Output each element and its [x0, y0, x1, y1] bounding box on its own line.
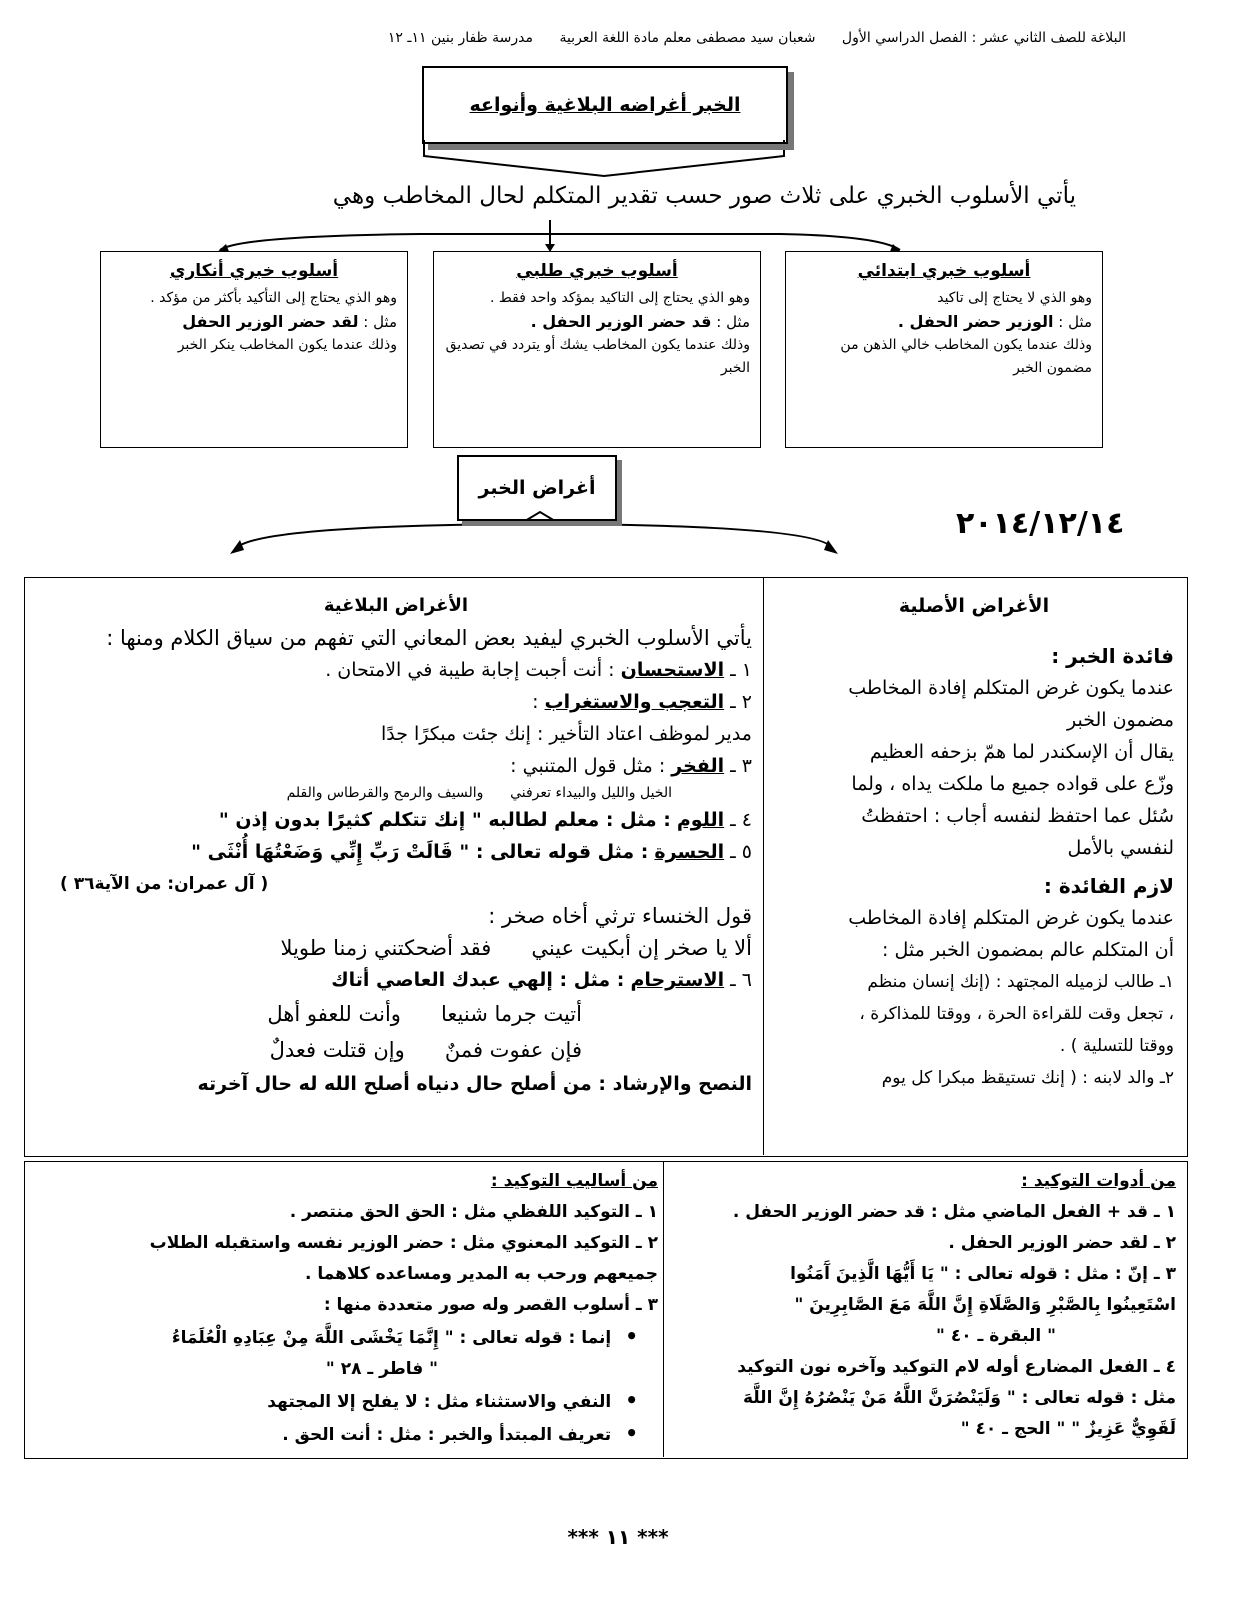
lazim-line: أن المتكلم عالم بمضمون الخبر مثل : [882, 939, 1174, 961]
tools-line: ٢ ـ لقد حضر الوزير الحفل . [948, 1233, 1176, 1253]
benefit-line: عندما يكون غرض المتكلم إفادة المخاطب [848, 677, 1174, 699]
item-label: الاسترحام [630, 969, 725, 991]
lazim-title: لازم الفائدة : [1043, 874, 1174, 898]
styles-line: ٣ ـ أسلوب القصر وله صور متعددة منها : [323, 1295, 658, 1315]
item-label: الاستحسان [620, 659, 725, 681]
type-desc: وهو الذي لا يحتاج إلى تاكيد [937, 290, 1092, 306]
rhetorical-item: ٦ ـ الاسترحام : مثل : إلهي عبدك العاصي أتاك [331, 969, 752, 991]
lazim-line: ، تجعل وقت للقراءة الحرة ، ووقتا للمذاكرة ، [859, 1004, 1174, 1024]
page-header [366, 30, 1126, 46]
styles-bullet: • تعريف المبتدأ والخبر : مثل : أنت الحق . [36, 1418, 658, 1451]
purposes-title-box [457, 455, 617, 521]
verse-line: أتيت جرما شنيعا وأنت للعفو أهل [267, 1002, 582, 1026]
item-label: الحسرة [654, 841, 725, 863]
verse-line: فإن عفوت فمنٌ وإن قتلت فعدلٌ [269, 1038, 582, 1062]
styles-line: ٢ ـ التوكيد المعنوي مثل : حضر الوزير نفسه واستقبله الطلاب [149, 1233, 658, 1253]
type-box-talabi [433, 251, 761, 448]
type-desc: وهو الذي يحتاج إلى التأكيد بأكثر من مؤكد . [150, 290, 397, 306]
khansa-verse: ألا يا صخر إن أبكيت عيني فقد أضحكتني زمنا طويلا [280, 936, 752, 960]
lazim-line: ٢ـ والد لابنه : ( إنك تستيقظ مبكرا كل يوم [881, 1068, 1174, 1088]
fatir-reference: " فاطر ـ ٢٨ " [325, 1359, 438, 1379]
rhetorical-item: ٣ ـ الفخر : مثل قول المتنبي : [510, 755, 752, 777]
title-chevron [424, 140, 784, 176]
tools-line: لَقَوِيٌّ عَزِيزٌ " " الحج ـ ٤٠ " [960, 1419, 1176, 1439]
type-note: وذلك عندما يكون المخاطب ينكر الخبر [177, 337, 397, 353]
rhetorical-item: ٢ ـ التعجب والاستغراب : [532, 691, 752, 713]
types-brace [220, 234, 900, 250]
type-box-inkari [100, 251, 408, 448]
tools-line: اسْتَعِينُوا بِالصَّبْرِ وَالصَّلَاةِ إِنَّ اللَّهَ مَعَ الصَّابِرِينَ " [794, 1295, 1176, 1315]
type-note: وذلك عندما يكون المخاطب خالي الذهن من مضمون الخبر [840, 337, 1092, 376]
tools-line: ٣ ـ إنّ : مثل : قوله تعالى : " يَا أَيُّهَا الَّذِينَ آَمَنُوا [790, 1264, 1176, 1284]
small-verse: الخيل والليل والبيداء تعرفني والسيف والرمح والقرطاس والقلم [286, 785, 672, 801]
advice-line: النصح والإرشاد : من أصلح حال دنياه أصلح الله له حال آخرته [197, 1073, 752, 1095]
emphasis-divider [663, 1161, 664, 1457]
purposes-divider [763, 577, 764, 1155]
lazim-line: ووقتا للتسلية ) . [1059, 1036, 1174, 1056]
tools-line: ٤ ـ الفعل المضارع أوله لام التوكيد وآخره نون التوكيد [737, 1357, 1176, 1377]
styles-bullet: • النفي والاستثناء مثل : لا يفلح إلا المجتهد [36, 1385, 658, 1418]
page-number: *** ١١ *** [567, 1525, 669, 1549]
rhetorical-purposes-column [40, 590, 752, 1100]
benefit-line: لنفسي بالأمل [1067, 837, 1174, 859]
type-note: وذلك عندما يكون المخاطب يشك أو يتردد في تصديق الخبر [445, 337, 750, 376]
styles-title: من أساليب التوكيد : [490, 1171, 658, 1191]
type-example: الوزير حضر الحفل . [897, 312, 1054, 331]
example-label: مثل : [1058, 313, 1092, 331]
main-title: الخبر أغراضه البلاغية وأنواعه [469, 94, 741, 116]
tools-title: من أدوات التوكيد : [1021, 1171, 1176, 1191]
benefit-title: فائدة الخبر : [1051, 644, 1174, 668]
header-teacher: شعبان سيد مصطفى معلم مادة اللغة العربية [559, 30, 816, 46]
tools-line: ١ ـ قد + الفعل الماضي مثل : قد حضر الوزير الحفل . [732, 1202, 1176, 1222]
type-title: أسلوب خبري أنكاري [169, 261, 339, 281]
main-title-box [422, 66, 788, 144]
khansa-intro: قول الخنساء ترثي أخاه صخر : [488, 904, 752, 928]
lazim-line: عندما يكون غرض المتكلم إفادة المخاطب [848, 907, 1174, 929]
rhetorical-item: مدير لموظف اعتاد التأخير : إنك جئت مبكرًا جدًا [380, 723, 752, 745]
item-label: اللوم [676, 809, 725, 831]
header-subject: البلاغة للصف الثاني عشر : الفصل الدراسي الأول [841, 30, 1126, 46]
type-title: أسلوب خبري طلبي [516, 261, 678, 281]
rhetorical-item: ١ ـ الاستحسان : أنت أجبت إجابة طيبة في الامتحان . [325, 659, 752, 681]
example-label: مثل : [716, 313, 750, 331]
styles-line: جميعهم ورحب به المدير ومساعده كلاهما . [305, 1264, 658, 1284]
original-title: الأغراض الأصلية [898, 595, 1050, 617]
styles-bullet: • إنما : قوله تعالى : " إِنَّمَا يَخْشَى اللَّهَ مِنْ عِبَادِهِ الْعُلَمَاءُ [36, 1321, 658, 1354]
intro-sentence: يأتي الأسلوب الخبري على ثلاث صور حسب تقدير المتكلم لحال المخاطب وهي [332, 183, 1076, 209]
type-title: أسلوب خبري ابتدائي [857, 261, 1031, 281]
purposes-title: أغراض الخبر [478, 477, 596, 499]
ayah-reference: ( آل عمران: من الآية٣٦ ) [60, 874, 269, 894]
benefit-line: وزّع على قواده جميع ما ملكت يداه ، ولما [851, 773, 1174, 795]
tools-line: " البقرة ـ ٤٠ " [936, 1326, 1056, 1346]
type-box-ibtidai [785, 251, 1103, 448]
rhetorical-intro: يأتي الأسلوب الخبري ليفيد بعض المعاني التي تفهم من سياق الكلام ومنها : [106, 626, 752, 650]
date: ٢٠١٤/١٢/١٤ [956, 506, 1125, 541]
emphasis-styles-column [36, 1166, 658, 1451]
type-example: لقد حضر الوزير الحفل [182, 312, 359, 331]
lazim-line: ١ـ طالب لزميله المجتهد : (إنك إنسان منظم [867, 972, 1174, 992]
rhetorical-item: ٥ ـ الحسرة : مثل قوله تعالى : " قَالَتْ رَبِّ إِنِّي وَضَعْتُهَا أُنْثَى " [191, 841, 752, 863]
styles-line: ١ ـ التوكيد اللفظي مثل : الحق الحق منتصر . [289, 1202, 658, 1222]
example-label: مثل : [363, 313, 397, 331]
arrow-head-purpose-right [824, 540, 838, 554]
benefit-line: مضمون الخبر [1067, 709, 1174, 731]
arrow-head-purpose-left [230, 540, 244, 554]
type-example: قد حضر الوزير الحفل . [530, 312, 712, 331]
item-label: الفخر [671, 755, 725, 777]
emphasis-tools-column [676, 1166, 1176, 1445]
benefit-line: سُئل عما احتفظ لنفسه أجاب : احتفظتُ [861, 805, 1174, 827]
item-label: التعجب والاستغراب [544, 691, 725, 713]
rhetorical-item: ٤ ـ اللوم : مثل : معلم لطالبه " إنك تتكلم كثيرًا بدون إذن " [218, 809, 752, 831]
original-purposes-column [774, 590, 1174, 1094]
benefit-line: يقال أن الإسكندر لما همّ بزحفه العظيم [869, 741, 1174, 763]
type-desc: وهو الذي يحتاج إلى التاكيد بمؤكد واحد فقط . [489, 290, 750, 306]
rhetorical-title: الأغراض البلاغية [323, 595, 469, 616]
header-school: مدرسة ظفار بنين ١١ـ ١٢ [387, 30, 533, 46]
tools-line: مثل : قوله تعالى : " وَلَيَنْصُرَنَّ اللَّهُ مَنْ يَنْصُرُهُ إِنَّ اللَّهَ [742, 1388, 1176, 1408]
